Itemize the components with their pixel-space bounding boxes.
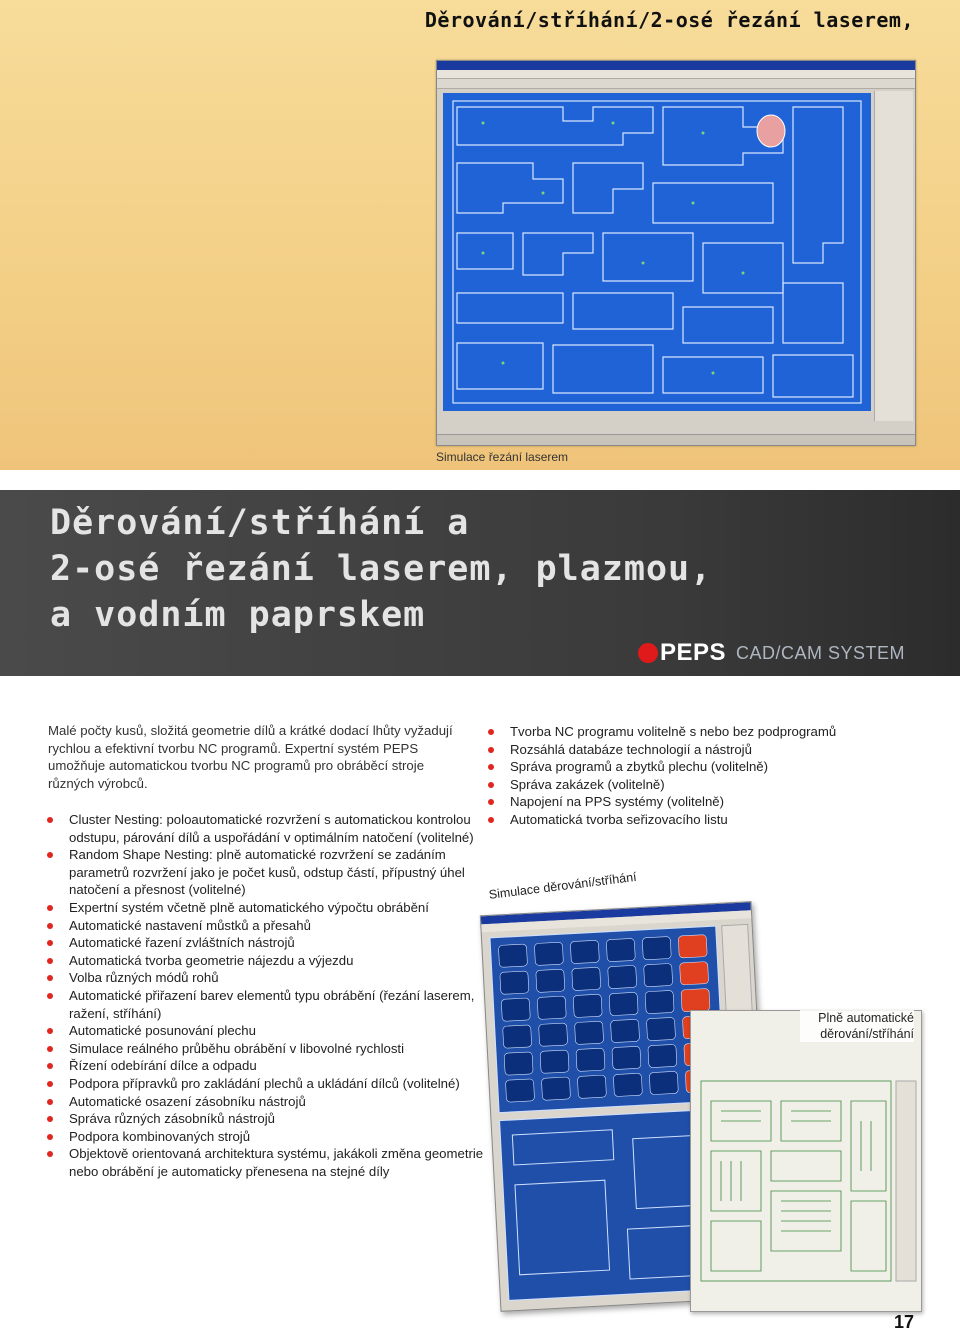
headline-line-2: 2-osé řezání laserem, plazmou, (50, 549, 713, 589)
punched-part (570, 940, 599, 963)
punched-part (573, 994, 602, 1017)
list-item: Automatické posunování plechu (47, 1022, 487, 1040)
peps-logo (638, 638, 905, 668)
list-item: Random Shape Nesting: plně automatické rozvržení se zadáním parametrů rozvržení jako je počet kusů, odstup částí, přípustný úhel natočení a přesnost (volitelné) (47, 846, 487, 899)
list-item: Napojení na PPS systémy (volitelně) (488, 793, 908, 811)
nesting-canvas (443, 93, 871, 411)
punched-part (648, 1044, 677, 1067)
list-item: Správa zakázek (volitelně) (488, 776, 908, 794)
features-list-right (488, 723, 908, 829)
logo-dot-icon (638, 643, 658, 663)
list-item: Cluster Nesting: poloautomatické rozvržení s automatickou kontrolou odstupu, párování dílů a uspořádání v optimálním natočení (volitelné) (47, 811, 487, 846)
punched-part (649, 1071, 678, 1094)
automatic-punching-screenshot (690, 1010, 922, 1312)
punched-part (681, 988, 710, 1011)
list-item: Automatická tvorba seřizovacího listu (488, 811, 908, 829)
punched-part (613, 1073, 642, 1096)
running-title: Děrování/stříhání/2-osé řezání laserem, (424, 8, 914, 32)
punched-part (608, 965, 637, 988)
features-list-left (47, 811, 487, 1180)
punched-part (540, 1050, 569, 1073)
logo-subtitle: CAD/CAM SYSTEM (736, 642, 906, 663)
list-item: Správa různých zásobníků nástrojů (47, 1110, 487, 1128)
punched-part (534, 942, 563, 965)
screenshot-taskbar (437, 434, 915, 445)
list-item: Rozsáhlá databáze technologií a nástrojů (488, 741, 908, 759)
screenshot-titlebar (437, 61, 915, 70)
list-item: Simulace reálného průběhu obrábění v libovolné rychlosti (47, 1040, 487, 1058)
punched-part (609, 992, 638, 1015)
screenshot-toolbar (437, 79, 915, 89)
punched-part (642, 936, 671, 959)
punched-part (501, 998, 530, 1021)
page-headline (50, 500, 712, 638)
automatic-screenshot-caption: Plně automatické děrování/stříhání (800, 1010, 914, 1042)
laser-screenshot-caption: Simulace řezání laserem (436, 450, 569, 464)
list-item: Podpora kombinovaných strojů (47, 1128, 487, 1146)
list-item: Tvorba NC programu volitelně s nebo bez podprogramů (488, 723, 908, 741)
punched-part (645, 990, 674, 1013)
punched-part (646, 1017, 675, 1040)
punched-part (539, 1023, 568, 1046)
intro-paragraph: Malé počty kusů, složitá geometrie dílů a krátké dodací lhůty vyžadují rychlou a efektivní tvorbu NC programů. Expertní systém PEPS umožňuje automatickou tvorbu NC programů pro obráběcí stroje různých výrobců. (48, 723, 453, 791)
punched-part (500, 971, 529, 994)
laser-cutting-screenshot (436, 60, 916, 446)
punched-part (536, 969, 565, 992)
punched-part (606, 938, 635, 961)
punched-part (680, 962, 709, 985)
list-item: Volba různých módů rohů (47, 969, 487, 987)
headline-line-3: a vodním paprskem (50, 595, 426, 635)
punched-part (498, 944, 527, 967)
punched-part (678, 935, 707, 958)
punched-part (537, 996, 566, 1019)
list-item: Automatické řazení zvláštních nástrojů (47, 934, 487, 952)
headline-line-1: Děrování/stříhání a (50, 503, 470, 543)
punch-screenshot-caption: Simulace děrování/stříhání (488, 869, 638, 902)
punched-part (577, 1075, 606, 1098)
list-item: Automatické osazení zásobníku nástrojů (47, 1093, 487, 1111)
list-item: Řízení odebírání dílce a odpadu (47, 1057, 487, 1075)
list-item: Automatická tvorba geometrie nájezdu a výjezdu (47, 952, 487, 970)
punched-part (612, 1046, 641, 1069)
list-item: Podpora přípravků pro zakládání plechů a ukládání dílců (volitelné) (47, 1075, 487, 1093)
punched-part (576, 1048, 605, 1071)
list-item: Objektově orientovaná architektura systému, jakákoli změna geometrie nebo obrábění je automaticky přenesena na stejné díly (47, 1145, 487, 1180)
list-item: Automatické nastavení můstků a přesahů (47, 917, 487, 935)
punched-part (610, 1019, 639, 1042)
punched-part (503, 1025, 532, 1048)
punched-part (505, 1079, 534, 1102)
screenshot-menubar (437, 70, 915, 79)
screenshot-tool-panel (874, 91, 913, 421)
list-item: Automatické přiřazení barev elementů typu obrábění (řezání laserem, ražení, stříhání) (47, 987, 487, 1022)
punched-part (504, 1052, 533, 1075)
list-item: Expertní systém včetně plně automatického výpočtu obrábění (47, 899, 487, 917)
punched-part (572, 967, 601, 990)
automatic-punching-canvas (691, 1011, 921, 1311)
list-item: Správa programů a zbytků plechu (volitelně) (488, 758, 908, 776)
punched-part (644, 963, 673, 986)
punched-part (575, 1021, 604, 1044)
logo-brand: PEPS (660, 639, 727, 666)
punched-part (541, 1077, 570, 1100)
page-number: 17 (893, 1312, 914, 1332)
